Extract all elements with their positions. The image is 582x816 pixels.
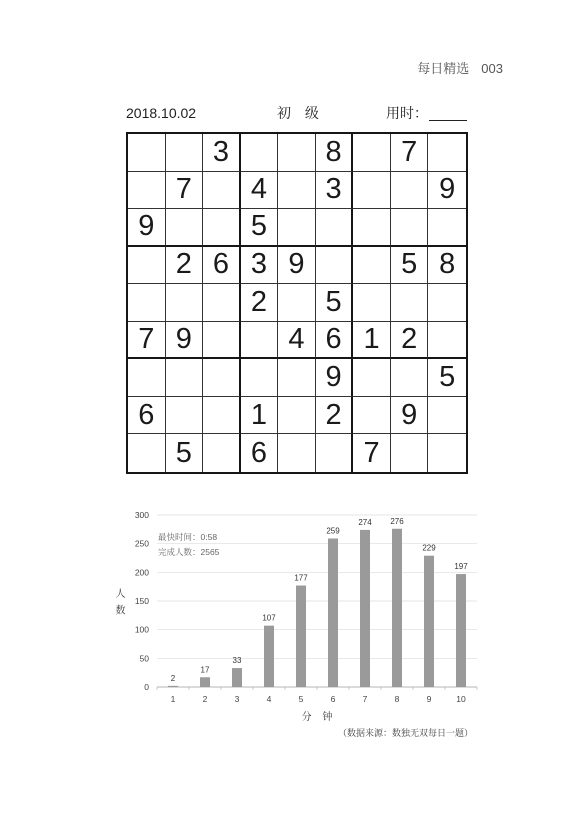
sudoku-cell-r6c8: 2	[391, 322, 429, 360]
chart-x-tick-label: 5	[298, 694, 304, 704]
chart-y-tick-label: 200	[134, 567, 149, 578]
data-source-note: （数据来源：数独无双每日一题）	[337, 728, 473, 738]
sudoku-cell-r3c3	[203, 209, 241, 247]
sudoku-cell-r2c2: 7	[166, 172, 204, 210]
chart-data-label-1: 2	[170, 673, 176, 683]
sudoku-cell-r7c2	[166, 359, 204, 397]
sudoku-cell-r2c4: 4	[241, 172, 279, 210]
sudoku-cell-r1c3: 3	[203, 134, 241, 172]
sudoku-cell-r8c8: 9	[391, 397, 429, 435]
sudoku-cell-r7c9: 5	[428, 359, 466, 397]
chart-bar-3	[232, 668, 242, 687]
chart-y-tick-label: 0	[144, 682, 149, 692]
time-used-label: 用时：	[386, 105, 428, 121]
chart-data-label-5: 177	[294, 573, 308, 583]
sudoku-cell-r8c9	[428, 397, 466, 435]
sudoku-cell-r9c6	[316, 434, 354, 472]
sudoku-cell-r2c7	[353, 172, 391, 210]
page-number: 003	[481, 61, 503, 76]
chart-x-tick-label: 3	[234, 694, 240, 704]
sudoku-cell-r5c3	[203, 284, 241, 322]
chart-x-tick-labels	[171, 694, 466, 704]
sudoku-cell-r5c7	[353, 284, 391, 322]
sudoku-cell-r1c1	[128, 134, 166, 172]
sudoku-cell-r4c8: 5	[391, 247, 429, 285]
sudoku-cell-r7c1	[128, 359, 166, 397]
sudoku-cell-r1c9	[428, 134, 466, 172]
sudoku-cell-r3c6	[316, 209, 354, 247]
sudoku-cell-r6c9	[428, 322, 466, 360]
header-title: 每日精选	[417, 61, 470, 76]
chart-data-label-6: 259	[326, 526, 340, 536]
sudoku-cell-r5c1	[128, 284, 166, 322]
chart-annotation-fastest-time: 最快时间：0:58	[158, 532, 218, 542]
chart-bar-8	[392, 529, 402, 687]
sudoku-cell-r6c6: 6	[316, 322, 354, 360]
chart-x-tick-label: 10	[456, 694, 466, 704]
sudoku-cell-r1c6: 8	[316, 134, 354, 172]
sudoku-cell-r5c4: 2	[241, 284, 279, 322]
sudoku-cell-r9c1	[128, 434, 166, 472]
chart-bar-10	[456, 574, 466, 687]
sudoku-cell-r3c5	[278, 209, 316, 247]
chart-x-tick-label: 2	[202, 694, 208, 704]
sudoku-cell-r5c5	[278, 284, 316, 322]
sudoku-cell-r3c2	[166, 209, 204, 247]
sudoku-cell-r4c6	[316, 247, 354, 285]
sudoku-cell-r1c4	[241, 134, 279, 172]
sudoku-cell-r3c7	[353, 209, 391, 247]
sudoku-cell-r8c5	[278, 397, 316, 435]
sudoku-grid	[126, 132, 468, 474]
sudoku-cell-r6c3	[203, 322, 241, 360]
chart-axis-ticks	[157, 687, 477, 690]
sudoku-cell-r2c5	[278, 172, 316, 210]
time-used	[386, 105, 467, 121]
chart-bar-9	[424, 556, 434, 687]
sudoku-cell-r6c7: 1	[353, 322, 391, 360]
chart-y-tick-label: 150	[134, 596, 149, 606]
sudoku-cell-r4c9: 8	[428, 247, 466, 285]
sudoku-cell-r3c9	[428, 209, 466, 247]
sudoku-cell-r7c4	[241, 359, 279, 397]
sudoku-cell-r1c5	[278, 134, 316, 172]
chart-bar-6	[328, 539, 338, 687]
chart-y-tick-label: 100	[134, 624, 149, 635]
chart-data-label-8: 276	[390, 516, 404, 526]
chart-bar-4	[264, 626, 274, 687]
sudoku-cell-r8c1: 6	[128, 397, 166, 435]
sudoku-cell-r8c3	[203, 397, 241, 435]
sudoku-cell-r5c9	[428, 284, 466, 322]
chart-data-label-2: 17	[200, 665, 210, 675]
sudoku-cell-r9c3	[203, 434, 241, 472]
chart-x-tick-label: 1	[170, 694, 176, 704]
sudoku-cell-r4c5: 9	[278, 247, 316, 285]
sudoku-cell-r4c1	[128, 247, 166, 285]
sudoku-cell-r4c7	[353, 247, 391, 285]
chart-data-label-3: 33	[232, 656, 242, 666]
chart-bar-2	[200, 677, 210, 687]
sudoku-cell-r1c8: 7	[391, 134, 429, 172]
sudoku-cell-r6c1: 7	[128, 322, 166, 360]
sudoku-cell-r8c4: 1	[241, 397, 279, 435]
sudoku-cell-r6c2: 9	[166, 322, 204, 360]
chart-data-label-7: 274	[358, 517, 372, 527]
sudoku-cell-r1c7	[353, 134, 391, 172]
sudoku-cell-r7c8	[391, 359, 429, 397]
sudoku-cell-r7c5	[278, 359, 316, 397]
chart-x-tick-label: 9	[426, 694, 432, 704]
sudoku-cell-r2c8	[391, 172, 429, 210]
page-header	[417, 61, 503, 77]
sudoku-cell-r1c2	[166, 134, 204, 172]
sudoku-cell-r6c4	[241, 322, 279, 360]
chart-y-tick-labels	[135, 510, 149, 692]
sudoku-cell-r7c7	[353, 359, 391, 397]
sudoku-cell-r2c9: 9	[428, 172, 466, 210]
sudoku-cell-r2c6: 3	[316, 172, 354, 210]
chart-data-label-4: 107	[262, 613, 276, 623]
chart-y-axis-label: 人 数	[113, 588, 124, 617]
chart-x-tick-label: 7	[362, 694, 368, 704]
sudoku-cell-r7c6: 9	[316, 359, 354, 397]
chart-data-label-9: 229	[422, 543, 436, 553]
time-used-blank-line	[429, 106, 467, 121]
sudoku-cell-r5c8	[391, 284, 429, 322]
chart-x-tick-label: 6	[330, 694, 336, 704]
chart-y-tick-label: 300	[134, 510, 149, 520]
sudoku-cell-r3c1: 9	[128, 209, 166, 247]
chart-bar-5	[296, 586, 306, 687]
chart-annotation-completed-count: 完成人数：2565	[158, 547, 220, 557]
sudoku-cell-r2c3	[203, 172, 241, 210]
sudoku-cell-r6c5: 4	[278, 322, 316, 360]
chart-bar-7	[360, 530, 370, 687]
chart-x-axis-label: 分 钟	[301, 712, 337, 723]
chart-y-tick-label: 50	[139, 653, 149, 664]
sudoku-cell-r9c5	[278, 434, 316, 472]
sudoku-cell-r3c8	[391, 209, 429, 247]
puzzle-date: 2018.10.02	[126, 105, 197, 121]
sudoku-cell-r9c2: 5	[166, 434, 204, 472]
sudoku-cell-r8c7	[353, 397, 391, 435]
chart-x-tick-label: 8	[394, 694, 400, 704]
sudoku-cell-r5c2	[166, 284, 204, 322]
completion-time-bar-chart	[100, 505, 485, 727]
sudoku-cell-r7c3	[203, 359, 241, 397]
sudoku-cell-r9c7: 7	[353, 434, 391, 472]
chart-x-tick-label: 4	[266, 694, 272, 704]
sudoku-cell-r4c4: 3	[241, 247, 279, 285]
sudoku-cell-r8c2	[166, 397, 204, 435]
chart-y-tick-label: 250	[134, 538, 149, 549]
sudoku-cell-r9c4: 6	[241, 434, 279, 472]
sudoku-cell-r3c4: 5	[241, 209, 279, 247]
sudoku-cell-r5c6: 5	[316, 284, 354, 322]
sudoku-cell-r9c8	[391, 434, 429, 472]
sudoku-cell-r2c1	[128, 172, 166, 210]
difficulty-level: 初 级	[277, 105, 324, 121]
sudoku-cell-r9c9	[428, 434, 466, 472]
sudoku-cell-r8c6: 2	[316, 397, 354, 435]
chart-data-label-10: 197	[454, 562, 468, 572]
sudoku-cell-r4c3: 6	[203, 247, 241, 285]
sudoku-cell-r4c2: 2	[166, 247, 204, 285]
chart-bar-1	[168, 686, 178, 687]
